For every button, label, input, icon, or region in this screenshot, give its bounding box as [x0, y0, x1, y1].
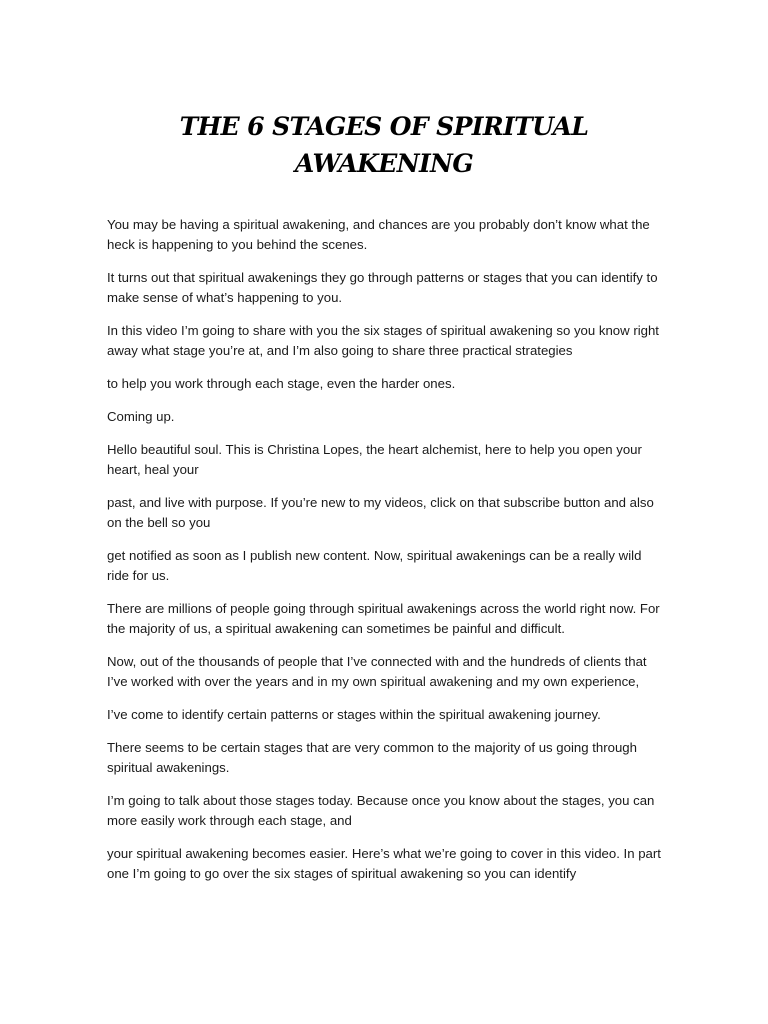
- paragraph: Now, out of the thousands of people that I’ve connected with and the hundreds of clients that I’ve worked with over the years and in my own spiritual awakening and my own experience,: [107, 654, 647, 689]
- title-line-2: AWAKENING: [294, 149, 474, 178]
- paragraph: In this video I’m going to share with you the six stages of spiritual awakening so you know right away what stage you’re at, and I’m also going to share three practical strategies: [107, 323, 659, 358]
- title-line-1: THE 6 STAGES OF SPIRITUAL: [179, 112, 589, 141]
- document-body: [107, 215, 663, 897]
- document-title: [0, 108, 768, 182]
- paragraph: There seems to be certain stages that are very common to the majority of us going through spiritual awakenings.: [107, 740, 637, 775]
- paragraph: Coming up.: [107, 409, 175, 424]
- paragraph: get notified as soon as I publish new content. Now, spiritual awakenings can be a really wild ride for us.: [107, 548, 642, 583]
- paragraph: There are millions of people going through spiritual awakenings across the world right now. For the majority of us, a spiritual awakening can sometimes be painful and difficult.: [107, 601, 660, 636]
- paragraph: I’ve come to identify certain patterns or stages within the spiritual awakening journey.: [107, 707, 601, 722]
- paragraph: your spiritual awakening becomes easier. Here’s what we’re going to cover in this video. In part one I’m going to go over the six stages of spiritual awakening so you can identify: [107, 846, 661, 881]
- paragraph: past, and live with purpose. If you’re new to my videos, click on that subscribe button and also on the bell so you: [107, 495, 654, 530]
- paragraph: Hello beautiful soul. This is Christina Lopes, the heart alchemist, here to help you open your heart, heal your: [107, 442, 642, 477]
- paragraph: to help you work through each stage, even the harder ones.: [107, 376, 456, 391]
- paragraph: I’m going to talk about those stages today. Because once you know about the stages, you can more easily work through each stage, and: [107, 793, 655, 828]
- paragraph: It turns out that spiritual awakenings they go through patterns or stages that you can identify to make sense of what’s happening to you.: [107, 270, 658, 305]
- paragraph: You may be having a spiritual awakening, and chances are you probably don’t know what the heck is happening to you behind the scenes.: [107, 217, 650, 252]
